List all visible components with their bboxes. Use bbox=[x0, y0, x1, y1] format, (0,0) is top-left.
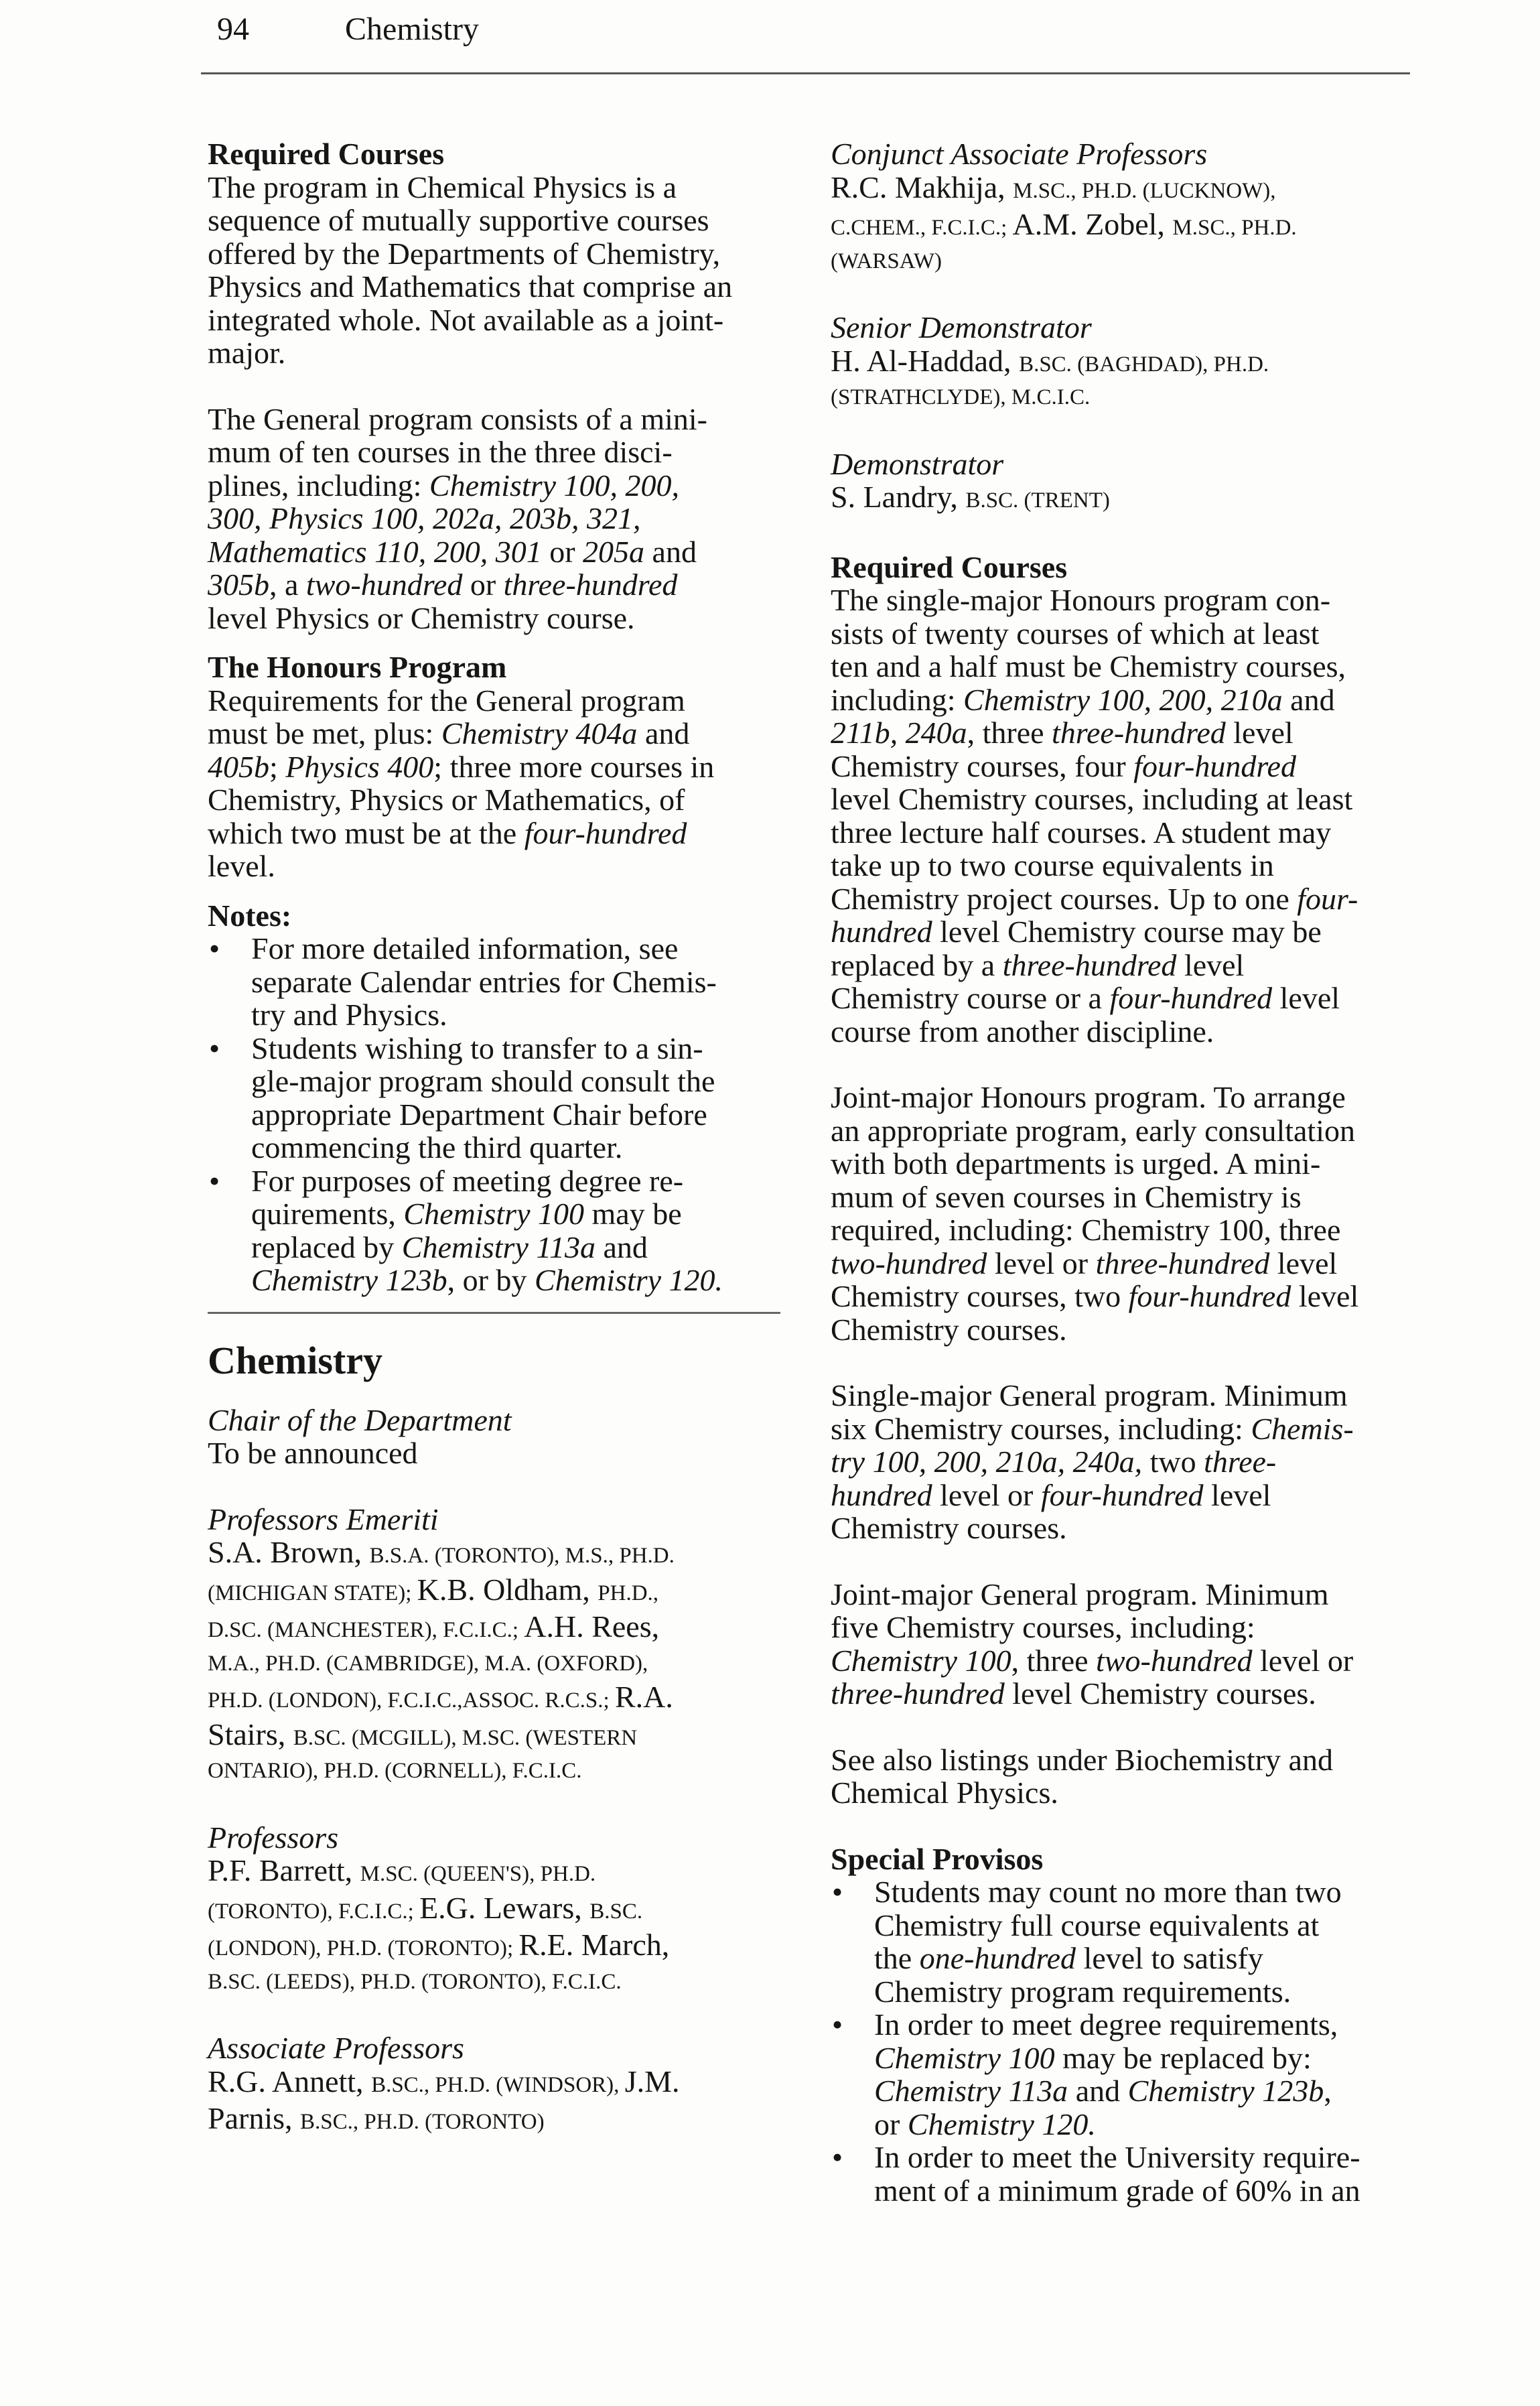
bullet-icon: • bbox=[832, 2007, 843, 2042]
text-line: offered by the Departments of Chemistry, bbox=[208, 236, 721, 271]
bullet-icon: • bbox=[832, 2140, 843, 2174]
conjunct-professors-label: Conjunct Associate Professors bbox=[831, 137, 1208, 171]
text-line bbox=[831, 982, 1413, 1015]
text-run: level or bbox=[1252, 1643, 1354, 1678]
joint-general-paragraph bbox=[831, 1578, 1413, 1711]
see-also-paragraph bbox=[831, 1743, 1413, 1810]
text-run: three-hundred bbox=[831, 1676, 1005, 1711]
text-line: Chemistry, Physics or Mathematics, of bbox=[208, 783, 685, 817]
text-run: six Chemistry courses, including: bbox=[831, 1411, 1251, 1446]
credentials: B.SC. (LEEDS), PH.D. (TORONTO), F.C.I.C. bbox=[208, 1969, 622, 1994]
text-line bbox=[208, 1573, 794, 1611]
section-divider bbox=[208, 1312, 780, 1314]
text-line bbox=[831, 915, 1413, 949]
text-line: take up to two course equivalents in bbox=[831, 848, 1274, 882]
credentials: PH.D. (LONDON), F.C.I.C.,ASSOC. R.C.S.; bbox=[208, 1688, 615, 1713]
text-line bbox=[831, 1445, 1413, 1479]
text-run: three- bbox=[1204, 1445, 1277, 1479]
text-line: The program in Chemical Physics is a bbox=[208, 170, 677, 204]
course-ref: Chemistry 120. bbox=[907, 2107, 1096, 2141]
credentials: PH.D., bbox=[598, 1581, 659, 1605]
course-ref: Physics 400 bbox=[285, 749, 434, 784]
honours-requirements-paragraph bbox=[831, 584, 1413, 1048]
text-line bbox=[831, 1479, 1413, 1512]
text-line bbox=[208, 1536, 794, 1573]
text-line: level Chemistry courses, including at least bbox=[831, 782, 1353, 816]
text-line bbox=[208, 1231, 794, 1264]
text-run: four-hundred bbox=[1109, 981, 1273, 1015]
bullet-icon: • bbox=[209, 1030, 220, 1065]
text-line: separate Calendar entries for Chemis- bbox=[251, 964, 717, 999]
faculty-name: A.H. Rees, bbox=[524, 1609, 660, 1644]
text-run: and bbox=[1068, 2074, 1128, 2108]
credentials: B.SC. (MCGILL), M.SC. (WESTERN bbox=[293, 1725, 638, 1750]
text-line: Single-major General program. Minimum bbox=[831, 1378, 1348, 1412]
honours-program-paragraph bbox=[208, 684, 794, 883]
text-line: five Chemistry courses, including: bbox=[831, 1610, 1255, 1644]
course-ref: Chemistry 113a bbox=[874, 2074, 1068, 2108]
faculty-name: Parnis, bbox=[208, 2101, 300, 2135]
faculty-name: H. Al-Haddad, bbox=[831, 343, 1020, 378]
text-run: , three bbox=[967, 716, 1052, 750]
emeriti-label: Professors Emeriti bbox=[208, 1501, 439, 1536]
credentials: M.SC. (QUEEN'S), PH.D. bbox=[360, 1862, 596, 1886]
text-line bbox=[831, 716, 1413, 750]
text-line: try and Physics. bbox=[251, 998, 447, 1032]
notes-list bbox=[208, 932, 794, 1297]
course-ref: Chemistry 100 bbox=[403, 1197, 585, 1231]
text-line bbox=[831, 1644, 1413, 1678]
course-ref: 211b, 240a bbox=[831, 716, 967, 750]
text-line: See also listings under Biochemistry and bbox=[831, 1742, 1333, 1777]
text-run: three-hundred bbox=[1002, 947, 1177, 982]
text-line: ten and a half must be Chemistry courses, bbox=[831, 649, 1346, 683]
text-run: or bbox=[541, 534, 583, 569]
text-line bbox=[208, 1264, 794, 1297]
text-line bbox=[208, 1610, 794, 1648]
text-run: two-hundred bbox=[1096, 1643, 1253, 1678]
faculty-name: R.A. bbox=[614, 1680, 673, 1714]
text-run: Students may count no more than two bbox=[874, 1875, 1342, 1909]
course-ref: Chemis- bbox=[1251, 1411, 1354, 1446]
text-run: level bbox=[1225, 716, 1293, 750]
text-line: required, including: Chemistry 100, three bbox=[831, 1213, 1341, 1247]
text-run: two-hundred bbox=[831, 1246, 987, 1280]
text-run: three-hundred bbox=[1095, 1246, 1270, 1280]
text-run: Chemistry project courses. Up to one bbox=[831, 881, 1298, 916]
text-run: plines, including: bbox=[208, 468, 429, 503]
text-line: sequence of mutually supportive courses bbox=[208, 203, 709, 237]
text-line bbox=[831, 2042, 1413, 2075]
text-line: three lecture half courses. A student may bbox=[831, 815, 1332, 850]
text-run: three-hundred bbox=[503, 567, 678, 602]
text-line: Chemistry courses. bbox=[831, 1511, 1067, 1545]
text-run: and bbox=[595, 1229, 648, 1264]
course-ref: Chemistry 100 bbox=[831, 1643, 1011, 1678]
chair-label: Chair of the Department bbox=[208, 1402, 512, 1437]
text-line bbox=[208, 717, 794, 750]
text-run: In order to meet degree requirements, bbox=[874, 2007, 1338, 2042]
text-line: Requirements for the General program bbox=[208, 683, 685, 718]
text-run: two bbox=[1142, 1445, 1204, 1479]
text-run: ; bbox=[269, 749, 286, 784]
joint-honours-paragraph bbox=[831, 1081, 1413, 1346]
right-column bbox=[831, 137, 1413, 2207]
course-ref: Chemistry 100 bbox=[874, 2040, 1055, 2075]
text-run: may be bbox=[584, 1197, 682, 1231]
chemical-physics-description bbox=[208, 171, 794, 370]
text-line bbox=[208, 750, 794, 784]
credentials: (TORONTO), F.C.I.C.; bbox=[208, 1899, 420, 1924]
section-heading-notes: Notes: bbox=[208, 898, 292, 933]
text-line bbox=[831, 2074, 1413, 2108]
text-run: the bbox=[874, 1941, 920, 1975]
text-run: level to satisfy bbox=[1076, 1941, 1263, 1975]
text-line: sists of twenty courses of which at least bbox=[831, 616, 1320, 651]
text-run: which two must be at the bbox=[208, 815, 524, 850]
course-ref: 205a bbox=[583, 534, 645, 569]
faculty-name: K.B. Oldham, bbox=[417, 1572, 598, 1607]
text-line bbox=[208, 1928, 794, 1966]
text-run: four-hundred bbox=[524, 815, 687, 850]
credentials: B.S.A. (TORONTO), M.S., PH.D. bbox=[369, 1544, 675, 1568]
text-run: one-hundred bbox=[919, 1941, 1076, 1975]
course-ref: Chemistry 113a bbox=[401, 1229, 596, 1264]
credentials: B.SC. (TRENT) bbox=[965, 488, 1110, 513]
section-title-chemistry: Chemistry bbox=[208, 1338, 382, 1382]
header-rule bbox=[201, 72, 1410, 74]
text-line bbox=[831, 480, 1413, 518]
provisos-list bbox=[831, 1875, 1413, 2207]
text-run: For more detailed information, see bbox=[251, 931, 679, 965]
faculty-name: R.G. Annett, bbox=[208, 2064, 372, 2098]
list-item bbox=[831, 2008, 1413, 2042]
section-heading-special-provisos: Special Provisos bbox=[831, 1841, 1044, 1876]
section-heading-required-courses: Required Courses bbox=[831, 549, 1068, 584]
text-run: For purposes of meeting degree re- bbox=[251, 1163, 684, 1198]
text-line: course from another discipline. bbox=[831, 1014, 1214, 1049]
bullet-icon: • bbox=[209, 1163, 220, 1198]
associate-professors-list bbox=[208, 2065, 794, 2139]
text-run: level bbox=[1272, 981, 1340, 1015]
list-item bbox=[208, 1032, 794, 1065]
text-run: including: bbox=[831, 682, 964, 717]
demonstrator-label: Demonstrator bbox=[831, 446, 1004, 481]
text-line bbox=[831, 683, 1413, 717]
text-run: or bbox=[874, 2107, 908, 2141]
text-run: Chemistry courses, two bbox=[831, 1279, 1129, 1313]
credentials: (WARSAW) bbox=[831, 249, 942, 273]
faculty-name: S. Landry, bbox=[831, 480, 966, 514]
text-line: Joint-major General program. Minimum bbox=[831, 1577, 1329, 1611]
section-heading-honours-program: The Honours Program bbox=[208, 650, 507, 684]
course-ref: 305b bbox=[208, 567, 269, 602]
list-item bbox=[831, 2141, 1413, 2174]
course-ref: Chemistry 100, 200, bbox=[429, 468, 680, 503]
course-ref: 405b bbox=[208, 749, 269, 784]
running-title: Chemistry bbox=[345, 11, 479, 47]
text-run: , or by bbox=[447, 1263, 535, 1297]
text-run: and bbox=[1282, 682, 1335, 717]
text-line: Chemistry program requirements. bbox=[874, 1974, 1291, 2009]
text-line bbox=[208, 1718, 794, 1755]
text-line bbox=[831, 1247, 1413, 1280]
text-line bbox=[831, 1412, 1413, 1446]
credentials: B.SC. bbox=[589, 1899, 643, 1924]
text-line: Chemistry full course equivalents at bbox=[874, 1908, 1320, 1942]
text-run: Chemistry course or a bbox=[831, 981, 1110, 1015]
text-run: Students wishing to transfer to a sin- bbox=[251, 1030, 703, 1065]
text-run: level bbox=[1176, 947, 1245, 982]
text-run: level bbox=[1203, 1477, 1271, 1512]
text-run: level or bbox=[932, 1477, 1041, 1512]
text-run: four-hundred bbox=[1128, 1279, 1291, 1313]
text-run: must be met, plus: bbox=[208, 716, 441, 750]
text-line bbox=[208, 469, 794, 503]
credentials: B.SC., PH.D. (WINDSOR), bbox=[371, 2072, 625, 2097]
text-run: four-hundred bbox=[1040, 1477, 1204, 1512]
text-line: commencing the third quarter. bbox=[251, 1130, 623, 1164]
text-line bbox=[208, 817, 794, 850]
text-line bbox=[831, 882, 1413, 916]
course-ref: Chemistry 100, 200, 210a bbox=[963, 682, 1283, 717]
text-run: In order to meet the University require- bbox=[874, 2140, 1360, 2174]
text-run: two-hundred bbox=[305, 567, 463, 602]
text-line: ment of a minimum grade of 60% in an bbox=[874, 2173, 1360, 2208]
bullet-icon: • bbox=[832, 1875, 843, 1909]
faculty-name: P.F. Barrett, bbox=[208, 1853, 360, 1887]
text-run: , three bbox=[1011, 1643, 1097, 1678]
text-line: Physics and Mathematics that comprise an bbox=[208, 269, 733, 304]
course-ref: Chemistry 123b bbox=[1127, 2074, 1324, 2108]
text-line bbox=[831, 344, 1413, 382]
text-run: , a bbox=[269, 567, 306, 602]
text-line: with both departments is urged. A mini- bbox=[831, 1146, 1321, 1181]
text-run: level bbox=[1291, 1279, 1359, 1313]
text-line bbox=[831, 2108, 1413, 2141]
list-item bbox=[208, 932, 794, 965]
single-general-paragraph bbox=[831, 1379, 1413, 1545]
text-run: , bbox=[1324, 2074, 1332, 2108]
text-line: mum of seven courses in Chemistry is bbox=[831, 1179, 1302, 1214]
senior-demonstrator-list bbox=[831, 344, 1413, 415]
text-run: three-hundred bbox=[1052, 716, 1226, 750]
associate-professors-label: Associate Professors bbox=[208, 2031, 464, 2065]
list-item bbox=[208, 1164, 794, 1198]
section-heading-required-courses: Required Courses bbox=[208, 137, 445, 171]
senior-demonstrator-label: Senior Demonstrator bbox=[831, 310, 1092, 344]
credentials: (MICHIGAN STATE); bbox=[208, 1581, 417, 1605]
bullet-icon: • bbox=[209, 931, 220, 965]
text-line: major. bbox=[208, 336, 286, 370]
professors-list bbox=[208, 1854, 794, 1999]
text-line bbox=[831, 1280, 1413, 1313]
page-header bbox=[201, 5, 1410, 72]
text-line bbox=[208, 1854, 794, 1891]
credentials: B.SC., PH.D. (TORONTO) bbox=[300, 2110, 545, 2134]
credentials: (STRATHCLYDE), M.C.I.C. bbox=[831, 385, 1091, 409]
chair-value: To be announced bbox=[208, 1436, 418, 1470]
text-run: hundred bbox=[831, 1477, 932, 1512]
text-line: level Physics or Chemistry course. bbox=[208, 600, 635, 635]
text-line bbox=[831, 171, 1413, 208]
text-line bbox=[208, 2065, 794, 2102]
text-run: may be replaced by: bbox=[1054, 2040, 1312, 2075]
credentials: M.SC., PH.D. bbox=[1172, 216, 1297, 240]
text-line bbox=[831, 208, 1413, 245]
text-line bbox=[208, 568, 794, 602]
text-line bbox=[208, 535, 794, 569]
course-ref: Mathematics 110, 200, 301 bbox=[208, 534, 542, 569]
faculty-name: E.G. Lewars, bbox=[419, 1890, 590, 1925]
text-run: level bbox=[1269, 1246, 1338, 1280]
credentials: M.A., PH.D. (CAMBRIDGE), M.A. (OXFORD), bbox=[208, 1651, 648, 1676]
text-line: The General program consists of a mini- bbox=[208, 401, 707, 436]
text-run: four- bbox=[1297, 881, 1358, 916]
faculty-name: R.E. March, bbox=[518, 1928, 670, 1962]
text-line bbox=[831, 750, 1413, 783]
text-line: level. bbox=[208, 849, 275, 883]
text-run: Chemistry courses, four bbox=[831, 748, 1134, 783]
text-line bbox=[208, 2102, 794, 2139]
conjunct-professors-list bbox=[831, 171, 1413, 279]
text-run: and bbox=[644, 534, 697, 569]
faculty-name: Stairs, bbox=[208, 1717, 293, 1751]
text-run: replaced by bbox=[251, 1229, 402, 1264]
text-line bbox=[831, 949, 1413, 982]
credentials: (LONDON), PH.D. (TORONTO); bbox=[208, 1936, 519, 1960]
text-line bbox=[831, 1677, 1413, 1711]
text-line bbox=[208, 1891, 794, 1929]
text-line bbox=[208, 1680, 794, 1718]
text-line: integrated whole. Not available as a joint- bbox=[208, 302, 724, 337]
text-line: The single-major Honours program con- bbox=[831, 583, 1331, 617]
text-run: or bbox=[462, 567, 504, 602]
course-ref: try 100, 200, 210a, 240a, bbox=[831, 1445, 1143, 1479]
general-program-paragraph bbox=[208, 403, 794, 635]
text-line: gle-major program should consult the bbox=[251, 1064, 715, 1098]
text-line: appropriate Department Chair before bbox=[251, 1097, 707, 1132]
text-run: hundred bbox=[831, 915, 932, 949]
text-run: level Chemistry course may be bbox=[932, 915, 1322, 949]
course-ref: Chemistry 123b bbox=[251, 1263, 447, 1297]
faculty-name: A.M. Zobel, bbox=[1012, 207, 1173, 241]
text-run: level or bbox=[987, 1246, 1096, 1280]
course-ref: Chemistry 120. bbox=[534, 1263, 723, 1297]
faculty-name: R.C. Makhija, bbox=[831, 170, 1013, 204]
emeriti-list bbox=[208, 1536, 794, 1788]
list-item bbox=[831, 1875, 1413, 1909]
text-run: quirements, bbox=[251, 1197, 404, 1231]
course-ref: Chemistry 404a bbox=[441, 716, 638, 750]
text-line bbox=[831, 1942, 1413, 1975]
left-column bbox=[208, 137, 794, 2139]
credentials: M.SC., PH.D. (LUCKNOW), bbox=[1013, 178, 1276, 203]
text-line: 300, Physics 100, 202a, 203b, 321, bbox=[208, 501, 641, 535]
text-run: ; three more courses in bbox=[433, 749, 715, 784]
text-line: mum of ten courses in the three disci- bbox=[208, 435, 673, 469]
text-line: an appropriate program, early consultation bbox=[831, 1113, 1355, 1148]
text-line: Joint-major Honours program. To arrange bbox=[831, 1080, 1346, 1114]
faculty-name: S.A. Brown, bbox=[208, 1535, 370, 1569]
credentials: C.CHEM., F.C.I.C.; bbox=[831, 216, 1013, 240]
text-line: Chemical Physics. bbox=[831, 1776, 1058, 1810]
text-run: four-hundred bbox=[1133, 748, 1296, 783]
page-number: 94 bbox=[217, 11, 249, 47]
professors-label: Professors bbox=[208, 1820, 339, 1855]
text-line: Chemistry courses. bbox=[831, 1312, 1067, 1347]
credentials: ONTARIO), PH.D. (CORNELL), F.C.I.C. bbox=[208, 1759, 582, 1783]
faculty-name: J.M. bbox=[624, 2064, 680, 2098]
text-run: level Chemistry courses. bbox=[1004, 1676, 1316, 1711]
text-run: replaced by a bbox=[831, 947, 1003, 982]
credentials: B.SC. (BAGHDAD), PH.D. bbox=[1019, 352, 1269, 377]
credentials: D.SC. (MANCHESTER), F.C.I.C.; bbox=[208, 1618, 524, 1642]
text-run: and bbox=[637, 716, 690, 750]
text-line bbox=[208, 1197, 794, 1231]
